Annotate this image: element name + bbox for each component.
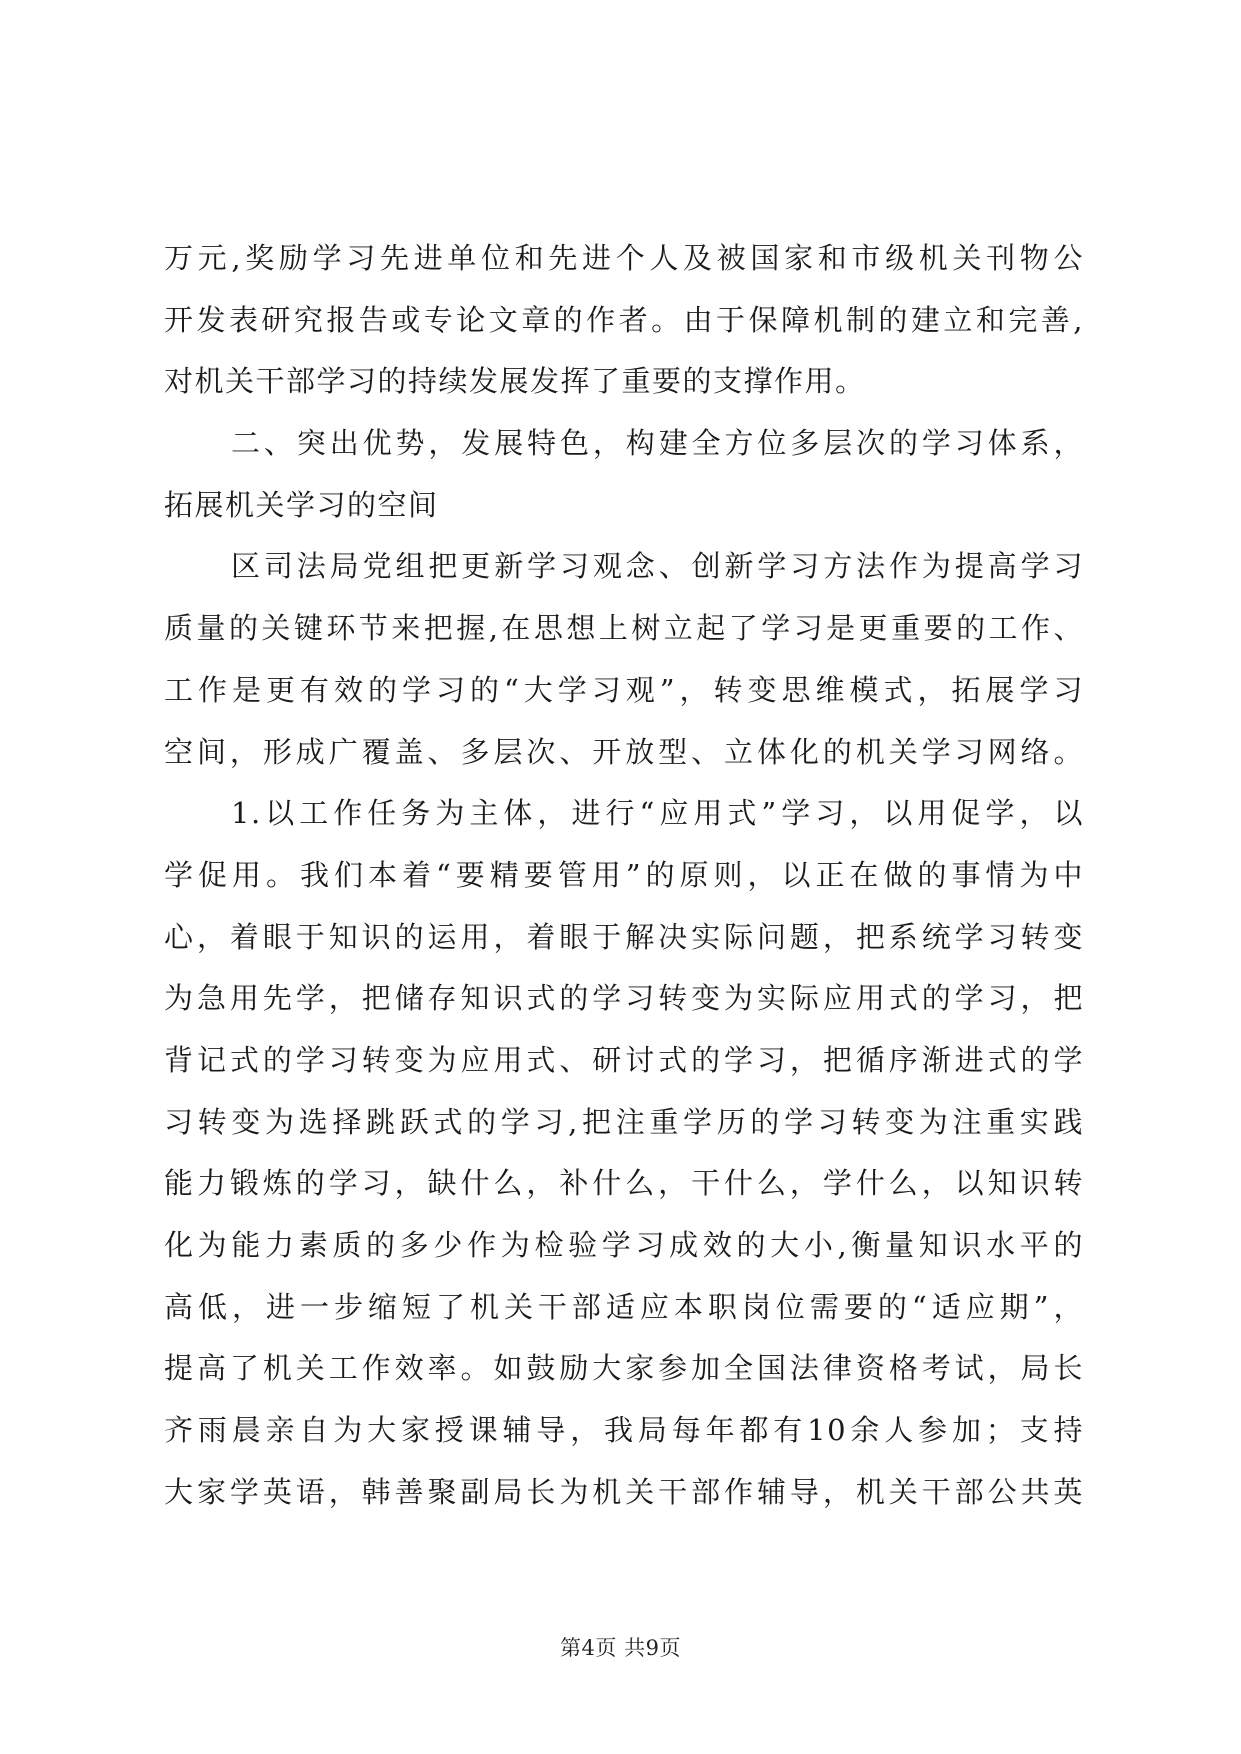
text-line: 开发表研究报告或专论文章的作者。由于保障机制的建立和完善, [164, 302, 1084, 337]
page-number-footer: 第4页 共9页 [560, 1636, 681, 1660]
text-line: 为急用先学，把储存知识式的学习转变为实际应用式的学习，把 [164, 981, 1084, 1016]
section-heading-line: 拓展机关学习的空间 [164, 487, 439, 522]
text-line: 对机关干部学习的持续发展发挥了重要的支撑作用。 [164, 364, 866, 399]
text-line: 万元,奖励学习先进单位和先进个人及被国家和市级机关刊物公 [164, 241, 1084, 275]
text-line: 区司法局党组把更新学习观念、创新学习方法作为提高学习 [231, 549, 1084, 584]
text-line: 1.以工作任务为主体，进行“应用式”学习，以用促学，以 [231, 796, 1084, 831]
text-line: 质量的关键环节来把握,在思想上树立起了学习是更重要的工作、 [164, 611, 1084, 646]
section-heading-line: 二、突出优势，发展特色，构建全方位多层次的学习体系， [231, 426, 1084, 461]
text-line: 背记式的学习转变为应用式、研讨式的学习，把循序渐进式的学 [164, 1042, 1084, 1077]
text-line: 高低，进一步缩短了机关干部适应本职岗位需要的“适应期”， [164, 1289, 1084, 1324]
text-line: 大家学英语，韩善聚副局长为机关干部作辅导，机关干部公共英 [164, 1474, 1084, 1509]
text-line: 空间，形成广覆盖、多层次、开放型、立体化的机关学习网络。 [164, 734, 1084, 769]
text-line: 习转变为选择跳跃式的学习,把注重学历的学习转变为注重实践 [164, 1104, 1084, 1139]
document-body [164, 228, 1084, 1523]
text-line: 化为能力素质的多少作为检验学习成效的大小,衡量知识水平的 [164, 1228, 1084, 1262]
text-line: 工作是更有效的学习的“大学习观”，转变思维模式，拓展学习 [164, 672, 1084, 707]
text-line: 齐雨晨亲自为大家授课辅导，我局每年都有10余人参加；支持 [164, 1413, 1084, 1448]
text-line: 提高了机关工作效率。如鼓励大家参加全国法律资格考试，局长 [164, 1351, 1084, 1386]
text-line: 能力锻炼的学习，缺什么，补什么，干什么，学什么，以知识转 [164, 1166, 1084, 1201]
text-line: 心，着眼于知识的运用，着眼于解决实际问题，把系统学习转变 [164, 919, 1084, 954]
text-line: 学促用。我们本着“要精要管用”的原则，以正在做的事情为中 [164, 857, 1084, 892]
